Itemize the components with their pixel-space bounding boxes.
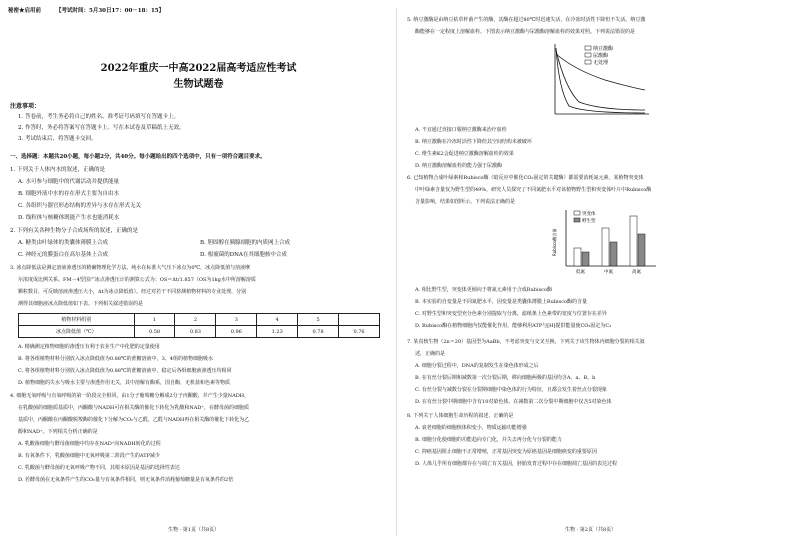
q7-option-c: C. 有丝分裂与减数分裂在分裂期细胞中染色体的行为特征，且都会发生着丝点分裂现象 (415, 387, 607, 393)
legend-label: 无处理 (593, 60, 609, 66)
table-cell: 2 (175, 314, 216, 326)
q4-stem: 醇和NAD⁺。下列相关分析正确的是 (18, 429, 98, 435)
table-cell: 4 (257, 314, 298, 326)
x-tick-label: 低氮 (576, 270, 585, 275)
exam-time: 【考试时间：5月30日17：00－18：15】 (56, 8, 165, 14)
table-cell (339, 314, 380, 326)
q7-option-b: B. 在有丝分裂后期和减数第一次分裂后期，移向细胞两极的基因均含A、a、B、b (415, 375, 596, 381)
legend-label: 野生型 (582, 219, 596, 224)
bar-wild-high (638, 234, 645, 266)
table-cell: 冰点降低值（℃） (19, 326, 135, 338)
q8-option-c: C. 抑癌基因阻止细胞不正常增殖，正常基因突变为原癌基因是细胞癌变的重要原因 (415, 449, 597, 455)
right-page (397, 0, 794, 544)
q8-option-b: B. 细胞分化使细胞的功能趋向专门化，并失去再分化与分裂的能力 (415, 437, 562, 443)
q1-stem: 1. 下列关于人体内水的叙述，正确的是 (10, 167, 105, 173)
q4-stem: 基质中，丙酮酸在丙酮酸脱羧酶的催化下分解为CO₂与乙醛，乙醛与NADH再在相关酶的催化下转化为乙 (18, 417, 250, 423)
q2-stem: 2. 下列有关各种生物分子合成场所的叙述，正确的是 (10, 228, 138, 234)
q8-option-d: D. 人体几乎所有细胞都存在与凋亡有关基因，胚胎发育过程中存在细胞凋亡基因的表达过程 (415, 461, 618, 467)
q6-stem: 中叶绿素含量仅为野生型的49%，研究人员探究了不同氮肥水平对该植物野生型和突变体叶片中Rubisco酶 (415, 187, 652, 193)
q3-stem: 颗粒数目，可反映溶液渗透压大小，Δt为冰点降低值）。经过对若干不同挤测植物材料的专业处理，分别 (18, 289, 247, 295)
q2-option-b: B. 胆固醇在胰腺细胞的内质网上合成 (200, 240, 291, 246)
q8-option-a: A. 衰老细胞的细胞核体积变小，物质运输功能增强 (415, 425, 527, 431)
bar-mutant-high (630, 216, 637, 266)
q5-stem: 5. 纳豆激酶是由纳豆枯草杆菌产生的酶，其酶在超过80℃时迅速失活，在冷冻时活性下降但不失活。纳豆激 (407, 17, 646, 23)
q3-stem: 3. 冰点降低法是测定溶液渗透压的精确物理化学方法。纯水在标准大气压下冰点为0℃，冰点降低值与溶液摩 (10, 265, 251, 271)
q3-option-a: A. 精确测定植物细胞的渗透压有利于农业生产中化肥的定量使用 (18, 344, 160, 350)
notice-heading: 注意事项： (10, 103, 41, 110)
q4-option-c: C. 乳酸菌与酵母菌的无氧呼吸产物不同，其根本原因是基因的选择性表达 (18, 465, 180, 471)
curve-urokinase (556, 50, 645, 110)
q4-option-d: D. 若酵母菌在无氧条件产生的CO₂量与有氧条件相同，则无氧条件消耗葡萄糖量是有氧条件的2倍 (18, 477, 234, 483)
page-footer: 生物 · 第2页（共8页） (565, 527, 617, 533)
q6-option-c: C. 对野生型和突变型充分色素分别提取与分离，滤纸条上色素带的宽度与位置存在差异 (415, 311, 607, 317)
q7-option-d: D. 在有丝分裂中期细胞中含有10对染色体，在减数第二次分裂中期细胞中仅含5对染色体 (415, 399, 612, 405)
q6-option-b: B. 本实验的自变量是不同氮肥水平，因变量是类囊体薄膜上Rubisco酶的含量 (415, 299, 588, 305)
legend-swatch (585, 46, 591, 50)
q5-curve-chart (545, 40, 655, 122)
table-cell: 3 (216, 314, 257, 326)
q4-option-a: A. 乳酸菌细胞与酵母菌细胞中均存在NAD⁺向NADH转化的过程 (18, 441, 161, 447)
table-cell: 植物材料组别 (19, 314, 135, 326)
table-cell: 1.23 (257, 326, 298, 338)
legend-swatch (574, 218, 580, 222)
q6-stem: 含量影响，结果如图所示。下列说法正确的是 (415, 199, 516, 205)
q6-stem: 6. 已知植物合成叶绿素和Rubisco酶（暗反应中催化CO₂固定的关键酶）都需要消耗氮元素。某植物突变体 (407, 175, 644, 181)
q1-option-c: C. 各组织与器官形态结构的差异与水存在形式无关 (18, 203, 142, 209)
q3-option-c: C. 将各组植物材料分别放入冰点降低值为0.88℃的蔗糖溶液中，稳定后各组细胞液渗透压均相同 (18, 368, 232, 374)
bar-wild-mid (610, 242, 617, 266)
q5-option-a: A. 不宜通过直接口服纳豆激酶来治疗血栓 (415, 127, 507, 133)
q8-stem: 8. 下列关于人体细胞生命历程的叙述，正确的是 (407, 413, 514, 419)
y-axis-label: Rubisco酶含量 (552, 228, 557, 256)
q5-option-c: C. 维生素K2会促进纳豆激酶溶解血栓的效果 (415, 151, 514, 157)
table-row (19, 314, 380, 326)
q3-stem: 尔浓度成比例关系。FM－4型国产冰点渗透压计的测算公式为：OS＝Δt/1.857（OS为1kg水中所溶解溶质 (18, 277, 256, 283)
page-footer: 生物 · 第1页（共8页） (168, 527, 220, 533)
legend-swatch (585, 60, 591, 64)
q5-stem: 酶能够在一定程度上溶解血栓。下图表示纳豆激酶与尿激酶溶解血栓的效果对照。下列说法错误的是 (415, 29, 636, 35)
table-cell: 0.58 (134, 326, 175, 338)
q3-option-b: B. 将各组植物材料分别放入冰点降低值为0.88℃的蔗糖溶液中，3、4组的植物细胞吸水 (18, 356, 213, 362)
q3-option-d: D. 植物细胞的失水与吸水主要与渗透作用无关，其中溶解有酶系，国自酶，无机盐和色素等物质 (18, 380, 231, 386)
q6-option-a: A. 相比野生型，突变体更倾向于将氮元素用于合成Rubisco酶 (415, 287, 552, 293)
bar-wild-low (582, 252, 589, 266)
section-heading: 一、选择题：本题共20小题，每小题2分，共40分。每小题给出的四个选项中，只有一项符合题目要求。 (10, 154, 266, 160)
q3-table (18, 313, 380, 338)
table-cell: 0.78 (298, 326, 339, 338)
legend-label: 尿激酶 (593, 53, 609, 59)
table-cell: 0.76 (339, 326, 380, 338)
q1-option-d: D. 线粒体与核糖体既能产生水也能消耗水 (18, 215, 120, 221)
table-row (19, 326, 380, 338)
legend-label: 突变体 (582, 212, 596, 217)
q2-option-d: D. 根瘤菌的DNA在其细胞核中合成 (200, 252, 287, 258)
legend-swatch (585, 53, 591, 57)
q3-stem: 测得其细胞液冰点降低值如下表。下列相关叙述错误的是 (18, 301, 144, 307)
x-tick-label: 中氮 (604, 270, 613, 275)
legend-swatch (574, 211, 580, 215)
table-cell: 1 (134, 314, 175, 326)
q1-option-a: A. 水可参与细胞中的代谢活动并提供能量 (18, 179, 119, 185)
q7-option-a: A. 细胞分裂过程中，DNA的复制发生在染色体形成之后 (415, 363, 539, 369)
q2-option-c: C. 神经元的膜蛋白在高尔基体上合成 (18, 252, 109, 258)
q7-stem: 7. 某真核生物（2n＝20）基因型为AaBb，不考虑突变与交叉互换，下列关于该生物体内细胞分裂的相关叙 (407, 339, 645, 345)
q6-option-d: D. Rubisco酶在植物细胞内仅能催化作用，能够利用ATP与[H]提供能量使CO₂固定为C₃ (415, 323, 612, 329)
q7-stem: 述，正确的是 (415, 351, 446, 357)
bar-mutant-low (574, 248, 581, 266)
table-cell: 5 (298, 314, 339, 326)
table-cell: 0.83 (175, 326, 216, 338)
bar-mutant-mid (602, 228, 609, 266)
table-cell: 0.96 (216, 326, 257, 338)
q4-stem: 4. 细胞无氧呼吸与有氧呼吸的第一阶段完全相同，由1分子葡萄糖分解成2分子丙酮酸，并产生少量NADH， (10, 393, 250, 399)
q4-option-b: B. 有氧条件下，乳酸菌细胞中无氧呼吸第二阶段产生的ATP减少 (18, 453, 160, 459)
x-tick-label: 高氮 (632, 270, 641, 275)
secret-label: 秘密★启用前 (8, 8, 42, 14)
q5-option-d: D. 纳豆激酶溶解血栓的能力强于尿激酶 (415, 163, 503, 169)
q6-bar-chart (552, 208, 662, 278)
legend-label: 纳豆激酶 (593, 46, 614, 52)
notice-item: 1. 答卷前，考生务必将自己的姓名、准考证号码填写在答题卡上。 (18, 114, 179, 120)
q1-option-b: B. 细胞外液中水的存在形式主要为自由水 (18, 191, 120, 197)
exam-title: 2022年重庆一中高2022届高考适应性考试 (100, 63, 297, 74)
q5-option-b: B. 纳豆激酶在冷冻时活性下降但其空间结构未被破坏 (415, 139, 532, 145)
notice-item: 3. 考试结束后，将答题卡交回。 (18, 136, 97, 142)
exam-subtitle: 生物试题卷 (173, 79, 224, 90)
notice-item: 2. 作答时，务必将答案写在答题卡上。写在本试卷及草稿纸上无效。 (18, 125, 185, 131)
q4-stem: 在乳酸菌的细胞质基质中，丙酮酸与NADH可在相关酶的催化下转化为乳酸和NAD⁺，在酵母菌的细胞质 (18, 405, 249, 411)
q2-option-a: A. 糖类由叶绿体的类囊体薄膜上合成 (18, 240, 108, 246)
